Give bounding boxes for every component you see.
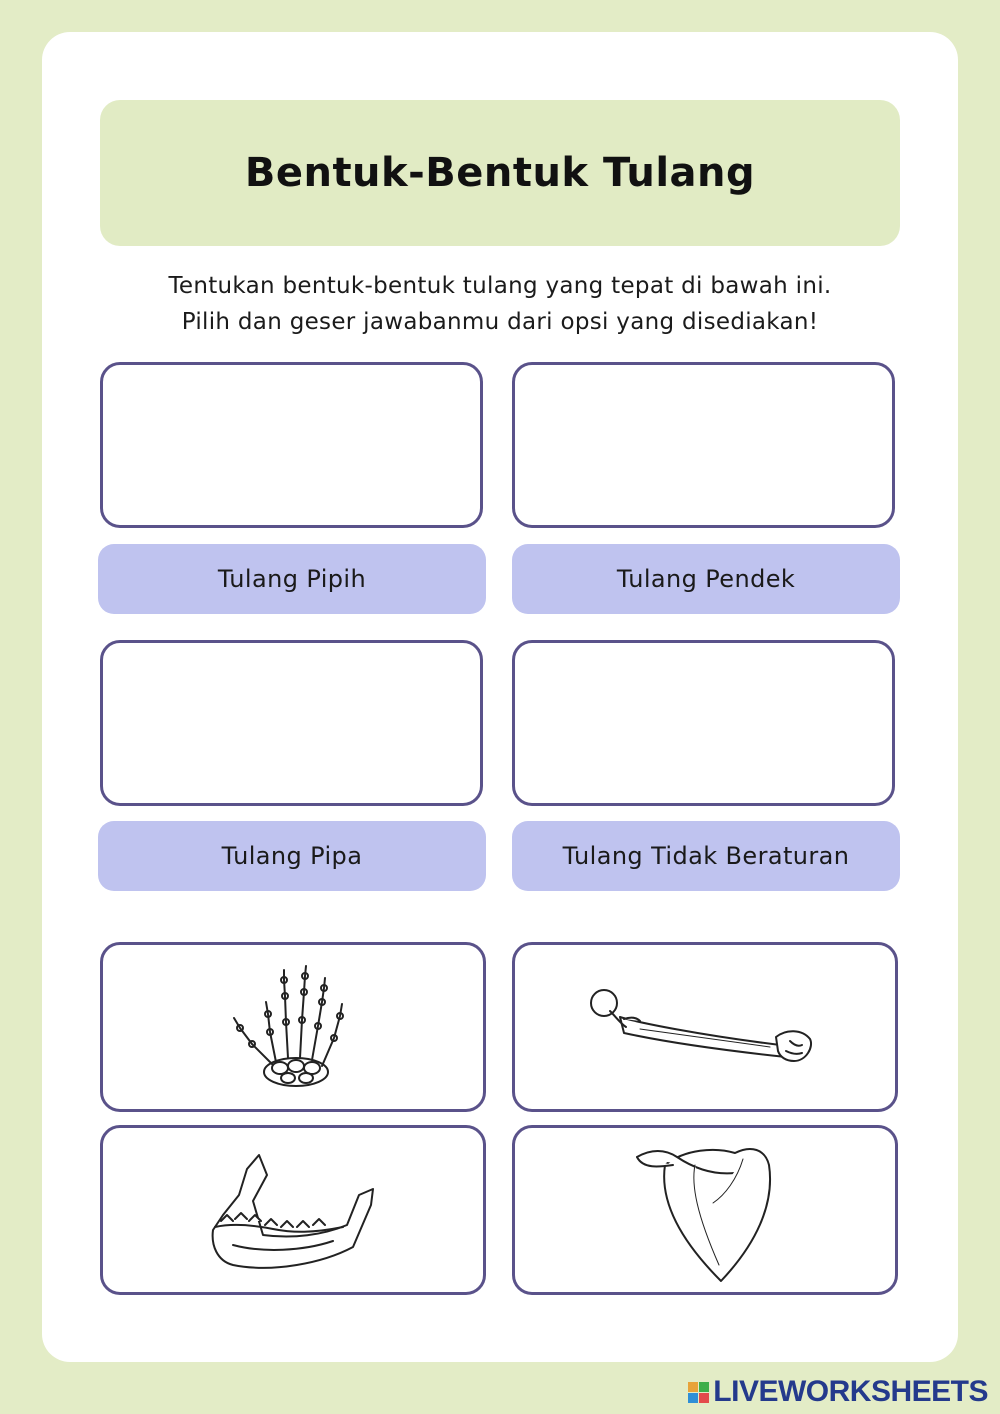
option-card-scapula[interactable] — [512, 1125, 898, 1295]
target-label-2: Tulang Pendek — [512, 544, 900, 614]
target-label-1: Tulang Pipih — [98, 544, 486, 614]
title-banner — [100, 100, 900, 246]
hand-bones-icon — [218, 952, 368, 1102]
worksheet-page — [42, 32, 958, 1362]
liveworksheets-logo-icon — [688, 1382, 709, 1403]
drop-zone-4[interactable] — [512, 640, 895, 806]
scapula-bone-icon — [625, 1135, 785, 1285]
option-card-hand[interactable] — [100, 942, 486, 1112]
target-label-3: Tulang Pipa — [98, 821, 486, 891]
footer-brand[interactable] — [688, 1374, 988, 1410]
drop-zone-3[interactable] — [100, 640, 483, 806]
brand-name: LIVEWORKSHEETS — [713, 1375, 988, 1408]
option-card-femur[interactable] — [512, 942, 898, 1112]
target-label-4: Tulang Tidak Beraturan — [512, 821, 900, 891]
drop-zone-1[interactable] — [100, 362, 483, 528]
instructions — [82, 268, 918, 340]
instruction-line: Tentukan bentuk-bentuk tulang yang tepat di bawah ini. — [168, 273, 832, 299]
instruction-line: Pilih dan geser jawabanmu dari opsi yang disediakan! — [181, 309, 819, 335]
drop-zone-2[interactable] — [512, 362, 895, 528]
jaw-bone-icon — [193, 1135, 393, 1285]
page-title: Bentuk-Bentuk Tulang — [244, 150, 756, 196]
option-card-jaw[interactable] — [100, 1125, 486, 1295]
femur-bone-icon — [580, 977, 830, 1077]
